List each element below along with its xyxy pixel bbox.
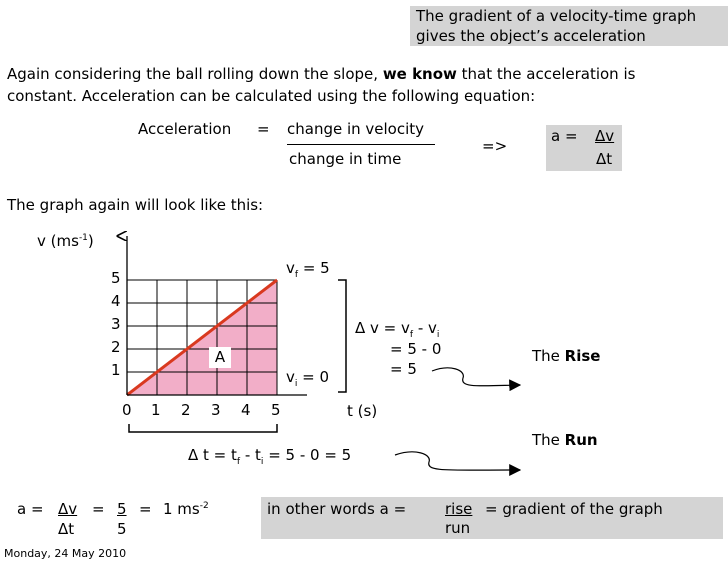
x-tick-1: 1 <box>151 401 161 419</box>
callout-gradient-line1: The gradient of a velocity-time graph <box>416 7 697 25</box>
x-tick-4: 4 <box>241 401 251 419</box>
vi-label-prefix: v <box>286 368 295 386</box>
equation-box-numerator: Δv <box>595 127 615 145</box>
x-tick-3: 3 <box>211 401 221 419</box>
delta-t-text1: Δ t = t <box>188 446 237 464</box>
delta-t-equation <box>188 446 351 467</box>
result-eq2: = <box>92 500 105 518</box>
rise-label <box>532 347 600 365</box>
x-tick-0: 0 <box>122 401 132 419</box>
x-tick-2: 2 <box>181 401 191 419</box>
y-tick-2: 2 <box>111 338 121 356</box>
result-value <box>163 500 209 518</box>
x-axis-label: t (s) <box>347 402 378 420</box>
delta-v-bracket <box>338 280 346 392</box>
vf-label-sub: f <box>294 270 299 280</box>
vf-label-prefix: v <box>286 259 295 277</box>
result-value-text: 1 ms <box>163 500 200 518</box>
y-axis-label-text: v (ms <box>37 232 79 250</box>
result-dt: Δt <box>58 520 75 538</box>
y-tick-5: 5 <box>111 269 121 287</box>
delta-t-text2: - t <box>240 446 261 464</box>
intro-text-bold: we know <box>382 65 457 83</box>
equation-denominator: change in time <box>289 150 402 168</box>
result-five-top: 5 <box>117 500 127 518</box>
result-a-eq: a = <box>17 500 44 518</box>
vf-label-value: = 5 <box>298 259 330 277</box>
result-dv: Δv <box>58 500 78 518</box>
y-tick-1: 1 <box>111 361 121 379</box>
delta-t-bracket <box>129 424 277 432</box>
callout-gradient-line2: gives the object’s acceleration <box>416 27 646 45</box>
x-tick-5: 5 <box>271 401 281 419</box>
run-arrow <box>395 452 520 470</box>
delta-v-line1-mid: - v <box>413 319 437 337</box>
delta-v-line1-sub1: f <box>409 330 414 340</box>
callout-in-other-words <box>261 497 723 539</box>
equation-arrow: => <box>482 137 508 155</box>
delta-v-line1 <box>355 319 439 340</box>
delta-v-line1-a: Δ v = v <box>355 319 410 337</box>
footer-date: Monday, 24 May 2010 <box>4 547 127 560</box>
callout-bottom-rise: rise <box>445 500 473 518</box>
y-tick-3: 3 <box>111 315 121 333</box>
y-tick-4: 4 <box>111 292 121 310</box>
run-label-bold: Run <box>564 431 598 449</box>
result-five-bottom: 5 <box>117 520 127 538</box>
callout-bottom-run: run <box>445 519 471 537</box>
equation-box-denominator: Δt <box>596 150 613 168</box>
run-label-prefix: The <box>532 431 565 449</box>
vi-label-sub: i <box>294 379 298 389</box>
vi-label-value: = 0 <box>297 368 330 386</box>
delta-v-line1-sub2: i <box>436 330 440 340</box>
result-eq3: = <box>139 500 152 518</box>
rise-label-prefix: The <box>532 347 565 365</box>
run-label <box>532 431 598 449</box>
y-axis-label-sup: -1 <box>78 233 88 243</box>
equation-lhs: Acceleration <box>138 120 232 138</box>
rise-arrow <box>432 368 520 386</box>
result-value-sup: -2 <box>199 501 209 511</box>
delta-v-line3: = 5 <box>390 360 417 378</box>
rise-label-bold: Rise <box>564 347 601 365</box>
y-axis-label-close: ) <box>87 232 94 250</box>
callout-bottom-mid: = gradient of the graph <box>485 500 663 518</box>
delta-t-text3: = 5 - 0 = 5 <box>263 446 352 464</box>
area-label: A <box>209 347 231 368</box>
intro-text-line2: constant. Acceleration can be calculated using the following equation: <box>7 87 536 105</box>
equation-box-lhs: a = <box>551 127 578 145</box>
callout-bottom-prefix: in other words a = <box>267 500 407 518</box>
graph-intro: The graph again will look like this: <box>7 196 264 214</box>
equation-numerator: change in velocity <box>287 120 425 138</box>
vf-label <box>285 259 331 280</box>
vi-label <box>285 368 330 389</box>
delta-t-sub1: f <box>236 457 241 467</box>
delta-t-sub2: i <box>260 457 264 467</box>
equation-equals: = <box>257 120 270 138</box>
delta-v-line2: = 5 - 0 <box>390 340 442 358</box>
y-axis-label <box>37 232 94 250</box>
intro-text-after: that the acceleration is <box>461 65 636 83</box>
intro-text-before: Again considering the ball rolling down the slope, <box>7 65 379 83</box>
